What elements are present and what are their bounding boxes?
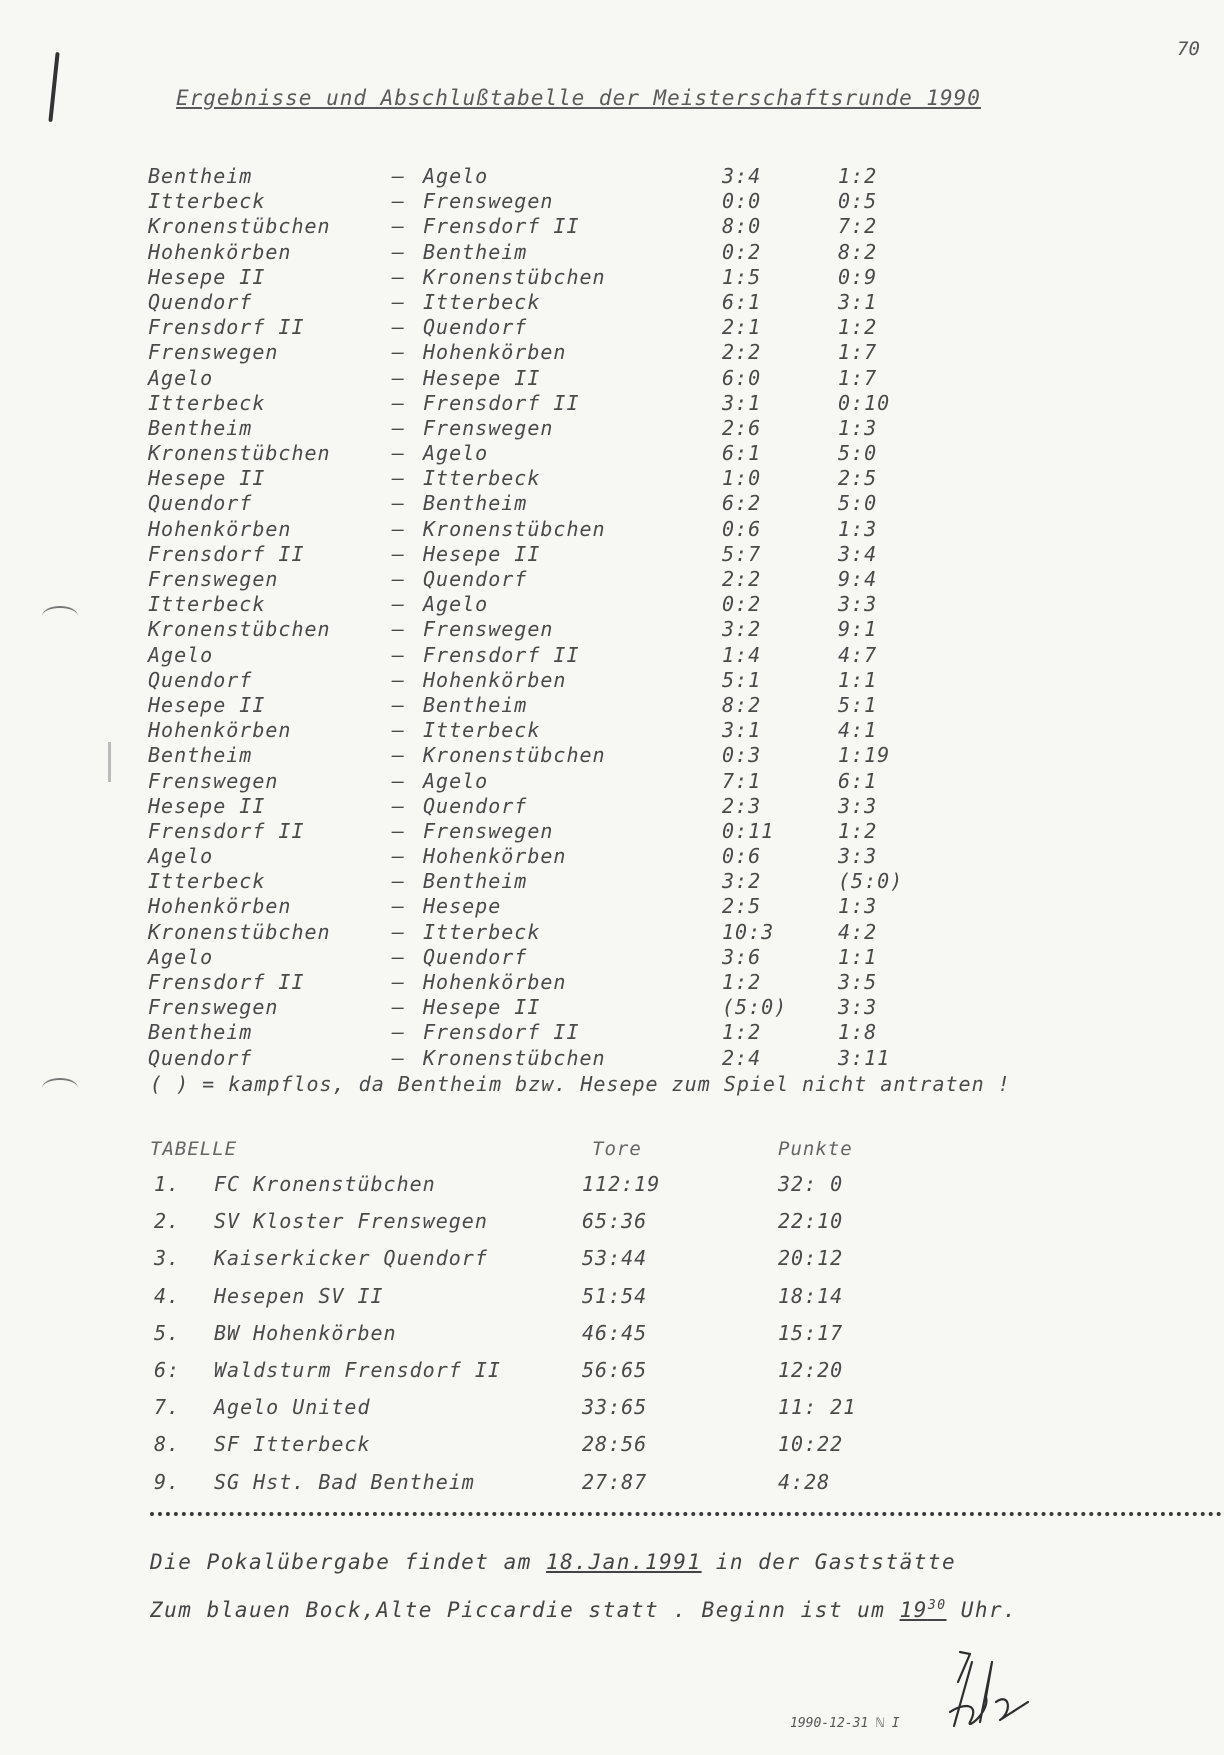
home-team: Quendorf <box>148 289 253 314</box>
away-team: Frensdorf II <box>423 642 580 667</box>
first-leg-score: 2:1 <box>722 315 762 340</box>
second-leg-score: 0:5 <box>838 189 878 214</box>
result-row <box>148 844 948 869</box>
second-leg-score: 1:19 <box>838 743 891 768</box>
match-dash: – <box>392 390 406 415</box>
home-team: Hesepe II <box>148 264 266 289</box>
match-dash: – <box>392 189 406 214</box>
handwritten-signature <box>940 1642 1040 1732</box>
goals: 65:36 <box>582 1209 648 1234</box>
result-row <box>148 240 948 265</box>
second-leg-score: 5:0 <box>838 491 878 516</box>
away-team: Quendorf <box>423 567 528 591</box>
away-team: Hohenkörben <box>423 667 567 692</box>
first-leg-score: 3:1 <box>722 718 762 743</box>
first-leg-score: 5:7 <box>722 541 762 566</box>
margin-pen-stroke <box>48 52 59 122</box>
result-row <box>148 315 948 340</box>
team-name: Kaiserkicker Quendorf <box>214 1246 488 1271</box>
away-team: Frensdorf II <box>423 390 580 415</box>
second-leg-score: 8:2 <box>838 239 878 264</box>
result-row <box>148 819 948 844</box>
match-dash: – <box>392 944 406 969</box>
home-team: Itterbeck <box>148 390 266 415</box>
first-leg-score: 3:6 <box>722 944 762 969</box>
second-leg-score: 7:2 <box>838 214 878 239</box>
result-row <box>148 416 948 441</box>
away-team: Kronenstübchen <box>423 264 606 289</box>
team-name: Waldsturm Frensdorf II <box>214 1357 501 1382</box>
match-dash: – <box>392 1045 406 1070</box>
points: 32: 0 <box>778 1172 844 1196</box>
team-name: FC Kronenstübchen <box>214 1172 436 1196</box>
match-dash: – <box>392 415 406 440</box>
first-leg-score: 0:2 <box>722 592 762 617</box>
rank: 6: <box>154 1357 181 1382</box>
match-dash: – <box>392 844 406 869</box>
first-leg-score: 6:1 <box>722 289 762 314</box>
page-title: Ergebnisse und Abschlußtabelle der Meisterschaftsrunde 1990 <box>176 86 981 110</box>
match-dash: – <box>392 768 406 793</box>
second-leg-score: 1:7 <box>838 365 878 390</box>
first-leg-score: 0:6 <box>722 516 762 541</box>
points: 20:12 <box>778 1246 844 1271</box>
first-leg-score: 2:5 <box>722 894 762 919</box>
result-row <box>148 592 948 617</box>
away-team: Hesepe II <box>423 365 541 390</box>
away-team: Quendorf <box>423 793 528 818</box>
home-team: Frenswegen <box>148 995 279 1020</box>
away-team: Kronenstübchen <box>423 516 606 541</box>
first-leg-score: 7:1 <box>722 768 762 793</box>
points: 10:22 <box>778 1432 844 1457</box>
second-leg-score: 3:3 <box>838 844 878 869</box>
second-leg-score: 1:2 <box>838 818 878 843</box>
result-row <box>148 517 948 542</box>
rank: 5. <box>154 1320 181 1345</box>
away-team: Bentheim <box>423 692 528 717</box>
match-dash: – <box>392 592 406 617</box>
home-team: Frensdorf II <box>148 315 305 340</box>
team-name: Agelo United <box>214 1395 371 1420</box>
away-team: Bentheim <box>423 239 528 264</box>
match-dash: – <box>392 466 406 491</box>
document-stamp: 1990-12-31 ℕ I <box>790 1716 900 1731</box>
match-dash: – <box>392 264 406 289</box>
match-dash: – <box>392 692 406 717</box>
away-team: Bentheim <box>423 491 528 516</box>
home-team: Hesepe II <box>148 793 266 818</box>
team-name: SG Hst. Bad Bentheim <box>214 1469 475 1494</box>
result-row <box>148 542 948 567</box>
away-team: Itterbeck <box>423 919 541 944</box>
match-dash: – <box>392 441 406 466</box>
standings-row <box>150 1246 910 1283</box>
result-row <box>148 567 948 592</box>
points: 15:17 <box>778 1320 844 1345</box>
second-leg-score: 0:9 <box>838 264 878 289</box>
home-team: Bentheim <box>148 415 253 440</box>
away-team: Hohenkörben <box>423 844 567 869</box>
away-team: Quendorf <box>423 944 528 969</box>
home-team: Frenswegen <box>148 340 279 365</box>
standings-row <box>150 1395 910 1432</box>
first-leg-score: 2:3 <box>722 793 762 818</box>
second-leg-score: 3:11 <box>838 1045 891 1070</box>
result-row <box>148 340 948 365</box>
away-team: Quendorf <box>423 315 528 340</box>
punch-hole-mark <box>42 1078 78 1098</box>
home-team: Quendorf <box>148 491 253 516</box>
match-dash: – <box>392 667 406 692</box>
standings-row <box>150 1172 910 1209</box>
standings-row <box>150 1321 910 1358</box>
result-row <box>148 617 948 642</box>
home-team: Agelo <box>148 642 214 667</box>
punch-hole-mark <box>42 606 78 626</box>
first-leg-score: (5:0) <box>722 995 788 1020</box>
second-leg-score: 1:7 <box>838 340 878 365</box>
home-team: Kronenstübchen <box>148 214 331 239</box>
away-team: Frenswegen <box>423 415 554 440</box>
footer-text: in der Gaststätte <box>701 1550 957 1574</box>
match-dash: – <box>392 164 406 188</box>
first-leg-score: 6:2 <box>722 491 762 516</box>
points: 22:10 <box>778 1209 844 1234</box>
second-leg-score: 3:3 <box>838 592 878 617</box>
away-team: Agelo <box>423 592 489 617</box>
goals: 28:56 <box>582 1432 648 1457</box>
home-team: Bentheim <box>148 1020 253 1045</box>
second-leg-score: 5:0 <box>838 441 878 466</box>
home-team: Kronenstübchen <box>148 617 331 642</box>
home-team: Hohenkörben <box>148 894 292 919</box>
result-row <box>148 920 948 945</box>
match-dash: – <box>392 214 406 239</box>
first-leg-score: 2:4 <box>722 1045 762 1070</box>
home-team: Frenswegen <box>148 768 279 793</box>
away-team: Agelo <box>423 441 489 466</box>
second-leg-score: 1:3 <box>838 894 878 919</box>
result-row <box>148 290 948 315</box>
result-row <box>148 441 948 466</box>
away-team: Kronenstübchen <box>423 1045 606 1070</box>
first-leg-score: 0:2 <box>722 239 762 264</box>
home-team: Agelo <box>148 844 214 869</box>
second-leg-score: 2:5 <box>838 466 878 491</box>
match-dash: – <box>392 818 406 843</box>
second-leg-score: 4:2 <box>838 919 878 944</box>
standings-table <box>150 1138 910 1507</box>
second-leg-score: 1:2 <box>838 164 878 188</box>
home-team: Itterbeck <box>148 189 266 214</box>
footer-text: Uhr. <box>946 1598 1018 1622</box>
match-dash: – <box>392 970 406 994</box>
first-leg-score: 6:1 <box>722 441 762 466</box>
first-leg-score: 8:2 <box>722 692 762 717</box>
home-team: Agelo <box>148 365 214 390</box>
standings-row <box>150 1358 910 1395</box>
away-team: Itterbeck <box>423 466 541 491</box>
home-team: Frensdorf II <box>148 541 305 566</box>
second-leg-score: 4:7 <box>838 642 878 667</box>
first-leg-score: 1:2 <box>722 1020 762 1045</box>
standings-heading: TABELLE <box>150 1138 238 1160</box>
match-dash: – <box>392 491 406 516</box>
first-leg-score: 3:4 <box>722 164 762 188</box>
rank: 3. <box>154 1246 181 1271</box>
result-row <box>148 869 948 894</box>
first-leg-score: 0:6 <box>722 844 762 869</box>
away-team: Itterbeck <box>423 289 541 314</box>
team-name: BW Hohenkörben <box>214 1320 397 1345</box>
second-leg-score: 9:4 <box>838 567 878 591</box>
away-team: Kronenstübchen <box>423 743 606 768</box>
first-leg-score: 0:0 <box>722 189 762 214</box>
match-dash: – <box>392 617 406 642</box>
first-leg-score: 2:2 <box>722 567 762 591</box>
first-leg-score: 10:3 <box>722 919 775 944</box>
result-row <box>148 1046 948 1071</box>
result-row <box>148 265 948 290</box>
result-row <box>148 769 948 794</box>
goals-column-header: Tore <box>592 1138 642 1160</box>
home-team: Bentheim <box>148 743 253 768</box>
result-row <box>148 995 948 1020</box>
rank: 8. <box>154 1432 181 1457</box>
away-team: Agelo <box>423 164 489 188</box>
result-row <box>148 945 948 970</box>
home-team: Frensdorf II <box>148 818 305 843</box>
rank: 1. <box>154 1172 181 1196</box>
points: 18:14 <box>778 1283 844 1308</box>
second-leg-score: 3:3 <box>838 793 878 818</box>
match-dash: – <box>392 289 406 314</box>
points: 4:28 <box>778 1469 831 1494</box>
points: 11: 21 <box>778 1395 857 1420</box>
second-leg-score: 1:1 <box>838 667 878 692</box>
standings-row <box>150 1470 910 1507</box>
first-leg-score: 5:1 <box>722 667 762 692</box>
first-leg-score: 2:6 <box>722 415 762 440</box>
result-row <box>148 214 948 239</box>
result-row <box>148 491 948 516</box>
footer-line-1 <box>150 1550 956 1574</box>
team-name: SV Kloster Frenswegen <box>214 1209 488 1234</box>
result-row <box>148 794 948 819</box>
standings-row <box>150 1284 910 1321</box>
away-team: Frenswegen <box>423 818 554 843</box>
second-leg-score: 6:1 <box>838 768 878 793</box>
team-name: SF Itterbeck <box>214 1432 371 1457</box>
match-dash: – <box>392 541 406 566</box>
home-team: Itterbeck <box>148 592 266 617</box>
match-dash: – <box>392 239 406 264</box>
second-leg-score: 1:2 <box>838 315 878 340</box>
first-leg-score: 3:2 <box>722 617 762 642</box>
second-leg-score: 1:8 <box>838 1020 878 1045</box>
home-team: Hohenkörben <box>148 516 292 541</box>
away-team: Frenswegen <box>423 617 554 642</box>
second-leg-score: 3:5 <box>838 970 878 994</box>
match-dash: – <box>392 340 406 365</box>
home-team: Quendorf <box>148 667 253 692</box>
home-team: Kronenstübchen <box>148 919 331 944</box>
second-leg-score: 1:3 <box>838 415 878 440</box>
match-dash: – <box>392 793 406 818</box>
match-dash: – <box>392 869 406 894</box>
points: 12:20 <box>778 1357 844 1382</box>
first-leg-score: 0:3 <box>722 743 762 768</box>
faint-mark <box>108 742 111 782</box>
footer-text: Die Pokalübergabe findet am <box>150 1550 547 1574</box>
home-team: Frensdorf II <box>148 970 305 994</box>
second-leg-score: (5:0) <box>838 869 904 894</box>
away-team: Hohenkörben <box>423 340 567 365</box>
time-hour: 19 <box>899 1598 928 1622</box>
first-leg-score: 6:0 <box>722 365 762 390</box>
time-minutes: 30 <box>927 1598 947 1613</box>
home-team: Frenswegen <box>148 567 279 591</box>
second-leg-score: 0:10 <box>838 390 891 415</box>
goals: 56:65 <box>582 1357 648 1382</box>
away-team: Hohenkörben <box>423 970 567 994</box>
result-row <box>148 164 948 189</box>
result-row <box>148 693 948 718</box>
result-row <box>148 366 948 391</box>
second-leg-score: 4:1 <box>838 718 878 743</box>
goals: 51:54 <box>582 1283 648 1308</box>
ceremony-date: 18.Jan.1991 <box>546 1550 702 1574</box>
standings-row <box>150 1432 910 1469</box>
result-row <box>148 743 948 768</box>
points-column-header: Punkte <box>778 1138 853 1160</box>
home-team: Hohenkörben <box>148 239 292 264</box>
result-row <box>148 718 948 743</box>
second-leg-score: 1:3 <box>838 516 878 541</box>
rank: 7. <box>154 1395 181 1420</box>
home-team: Hohenkörben <box>148 718 292 743</box>
away-team: Frensdorf II <box>423 1020 580 1045</box>
home-team: Bentheim <box>148 164 253 188</box>
standings-header <box>150 1138 910 1172</box>
first-leg-score: 8:0 <box>722 214 762 239</box>
second-leg-score: 3:4 <box>838 541 878 566</box>
match-dash: – <box>392 567 406 591</box>
forfeit-note: ( ) = kampflos, da Bentheim bzw. Hesepe zum Spiel nicht antraten ! <box>150 1072 1011 1096</box>
ceremony-time <box>900 1598 947 1622</box>
away-team: Agelo <box>423 768 489 793</box>
home-team: Itterbeck <box>148 869 266 894</box>
home-team: Hesepe II <box>148 692 266 717</box>
home-team: Hesepe II <box>148 466 266 491</box>
first-leg-score: 1:0 <box>722 466 762 491</box>
goals: 112:19 <box>582 1172 661 1196</box>
match-dash: – <box>392 1020 406 1045</box>
team-name: Hesepen SV II <box>214 1283 384 1308</box>
rank: 4. <box>154 1283 181 1308</box>
result-row <box>148 668 948 693</box>
goals: 27:87 <box>582 1469 648 1494</box>
second-leg-score: 1:1 <box>838 944 878 969</box>
match-dash: – <box>392 642 406 667</box>
home-team: Agelo <box>148 944 214 969</box>
match-dash: – <box>392 919 406 944</box>
first-leg-score: 1:2 <box>722 970 762 994</box>
rank: 9. <box>154 1469 181 1494</box>
second-leg-score: 3:1 <box>838 289 878 314</box>
match-dash: – <box>392 894 406 919</box>
standings-row <box>150 1209 910 1246</box>
footer-line-2 <box>150 1598 1017 1622</box>
result-row <box>148 643 948 668</box>
match-dash: – <box>392 516 406 541</box>
first-leg-score: 1:4 <box>722 642 762 667</box>
match-dash: – <box>392 995 406 1020</box>
away-team: Hesepe II <box>423 995 541 1020</box>
result-row <box>148 189 948 214</box>
rank: 2. <box>154 1209 181 1234</box>
second-leg-score: 9:1 <box>838 617 878 642</box>
away-team: Frensdorf II <box>423 214 580 239</box>
match-dash: – <box>392 315 406 340</box>
first-leg-score: 1:5 <box>722 264 762 289</box>
goals: 53:44 <box>582 1246 648 1271</box>
results-list <box>148 164 948 1071</box>
first-leg-score: 2:2 <box>722 340 762 365</box>
match-dash: – <box>392 743 406 768</box>
result-row <box>148 894 948 919</box>
first-leg-score: 0:11 <box>722 818 775 843</box>
match-dash: – <box>392 718 406 743</box>
result-row <box>148 391 948 416</box>
away-team: Frenswegen <box>423 189 554 214</box>
second-leg-score: 3:3 <box>838 995 878 1020</box>
away-team: Hesepe <box>423 894 502 919</box>
away-team: Hesepe II <box>423 541 541 566</box>
result-row <box>148 970 948 995</box>
result-row <box>148 466 948 491</box>
second-leg-score: 5:1 <box>838 692 878 717</box>
goals: 33:65 <box>582 1395 648 1420</box>
goals: 46:45 <box>582 1320 648 1345</box>
first-leg-score: 3:2 <box>722 869 762 894</box>
standings-rows <box>150 1172 910 1507</box>
home-team: Quendorf <box>148 1045 253 1070</box>
away-team: Bentheim <box>423 869 528 894</box>
page-number: 70 <box>1177 38 1200 60</box>
first-leg-score: 3:1 <box>722 390 762 415</box>
match-dash: – <box>392 365 406 390</box>
result-row <box>148 1020 948 1045</box>
footer-text: Zum blauen Bock,Alte Piccardie statt . Beginn ist um <box>150 1598 900 1622</box>
away-team: Itterbeck <box>423 718 541 743</box>
home-team: Kronenstübchen <box>148 441 331 466</box>
dotted-separator <box>150 1512 1222 1516</box>
